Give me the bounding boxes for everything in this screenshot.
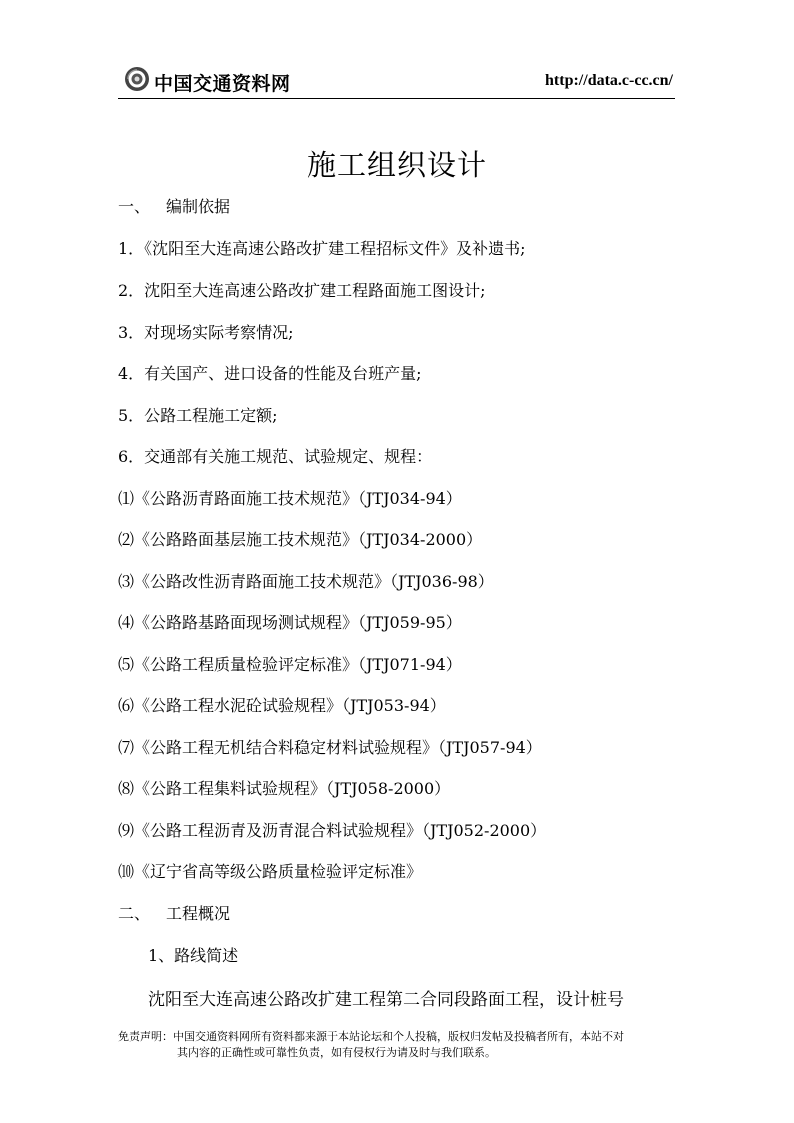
section-heading-overview [118, 901, 230, 924]
basis-item: 2．沈阳至大连高速公路改扩建工程路面施工图设计; [118, 281, 486, 300]
disclaimer-line: 其内容的正确性或可靠性负责，如有侵权行为请及时与我们联系。 [177, 1046, 496, 1059]
basis-item: 4．有关国产、进口设备的性能及台班产量; [118, 364, 422, 383]
standard-item: ⑼《公路工程沥青及沥青混合料试验规程》（JTJ052-2000） [118, 821, 547, 840]
standard-item: ⑸《公路工程质量检验评定标准》（JTJ071-94） [118, 655, 462, 674]
standard-item: ⑻《公路工程集料试验规程》（JTJ058-2000） [118, 779, 451, 798]
basis-item: 5．公路工程施工定额; [118, 406, 278, 425]
standard-item: ⑽《辽宁省高等级公路质量检验评定标准》 [118, 862, 423, 881]
section-heading-basis [118, 194, 230, 217]
route-paragraph: 沈阳至大连高速公路改扩建工程第二合同段路面工程，设计桩号 [148, 990, 624, 1010]
standard-item: ⑴《公路沥青路面施工技术规范》（JTJ034-94） [118, 489, 462, 508]
header-divider [118, 98, 675, 99]
basis-item: 3．对现场实际考察情况; [118, 323, 294, 342]
standard-item: ⑺《公路工程无机结合料稳定材料试验规程》（JTJ057-94） [118, 738, 542, 757]
site-url[interactable]: http://data.c-cc.cn/ [545, 72, 673, 89]
basis-item: 6．交通部有关施工规范、试验规定、规程： [118, 447, 433, 466]
standard-item: ⑷《公路路基路面现场测试规程》（JTJ059-95） [118, 613, 462, 632]
standard-item: ⑶《公路改性沥青路面施工技术规范》（JTJ036-98） [118, 572, 494, 591]
route-subheading: 1、路线简述 [148, 946, 239, 965]
standard-item: ⑵《公路路面基层施工技术规范》（JTJ034-2000） [118, 530, 483, 549]
disclaimer-footer [118, 1029, 678, 1061]
page-header [118, 64, 675, 100]
page-title: 施工组织设计 [306, 148, 487, 182]
site-logo-icon [124, 66, 150, 92]
section-label: 编制依据 [166, 197, 231, 216]
basis-item: 1．《沈阳至大连高速公路改扩建工程招标文件》及补遗书; [118, 239, 526, 258]
section-number: 二、 [118, 904, 151, 923]
section-number: 一、 [118, 197, 151, 216]
section-label: 工程概况 [166, 904, 231, 923]
site-name: 中国交通资料网 [154, 73, 291, 95]
disclaimer-line: 免责声明：中国交通资料网所有资料都来源于本站论坛和个人投稿，版权归发帖及投稿者所有，本站不对 [118, 1030, 624, 1043]
standard-item: ⑹《公路工程水泥砼试验规程》（JTJ053-94） [118, 696, 446, 715]
